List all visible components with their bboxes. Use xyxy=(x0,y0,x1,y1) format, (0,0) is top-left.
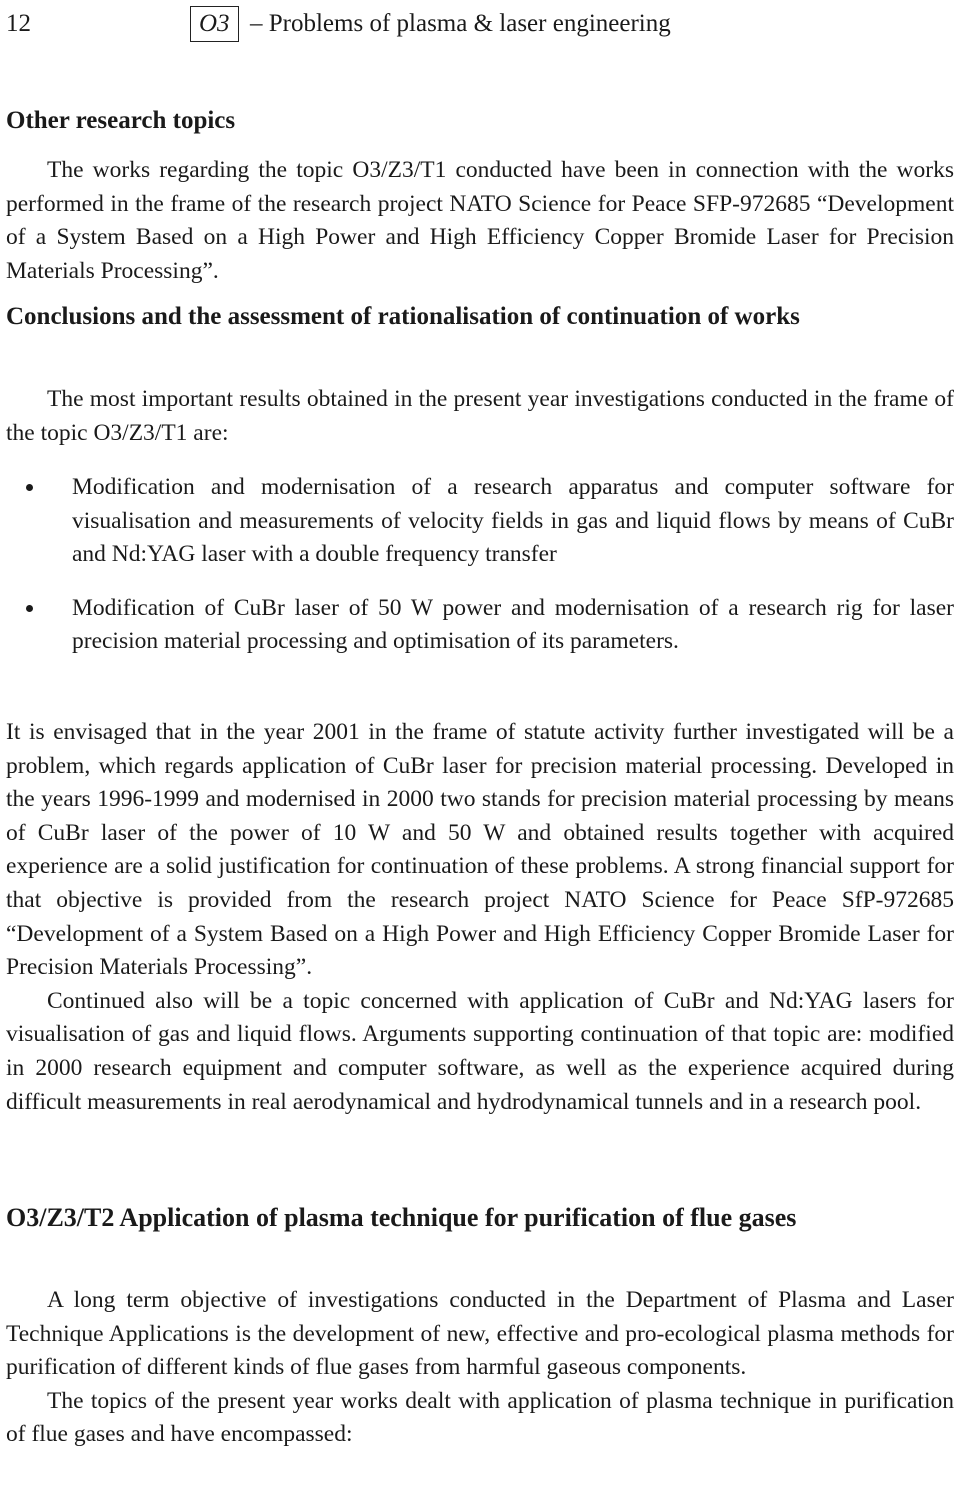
paragraph: The most important results obtained in the present year investigations conducted in the frame of the topic O3/Z3/T1 are: xyxy=(6,386,954,446)
section-heading: Other research topics xyxy=(6,107,236,134)
list-item xyxy=(6,592,954,659)
section-conclusions xyxy=(6,300,954,334)
bullet-icon xyxy=(26,605,33,612)
list-item-text: Modification of CuBr laser of 50 W power and modernisation of a research rig for laser precision material processing and optimisation of its parameters. xyxy=(72,594,954,655)
list-item xyxy=(6,471,954,572)
section-t2 xyxy=(6,1201,954,1235)
section-conclusions-body xyxy=(6,716,954,1119)
list-item-text: Modification and modernisation of a research apparatus and computer software for visualisation and measurements of velocity fields in gas and liquid flows by means of CuBr and Nd:YAG laser with a double frequency transfer xyxy=(72,474,954,568)
bullet-icon xyxy=(26,484,33,491)
section-heading: O3/Z3/T2 Application of plasma technique for purification of flue gases xyxy=(6,1203,797,1232)
chapter-tag-box: O3 xyxy=(190,6,239,42)
section-other-body xyxy=(6,154,954,288)
section-t2-body xyxy=(6,1284,954,1452)
results-list xyxy=(6,471,954,659)
running-header xyxy=(6,6,954,42)
page-number: 12 xyxy=(6,10,31,37)
section-other-research xyxy=(6,104,954,138)
paragraph: It is envisaged that in the year 2001 in the frame of statute activity further investigated will be a problem, which regards application of CuBr laser for precision material processing. Developed in the years 1996-1999 and modernised in 2000 two stands for precision material processing by means of CuBr laser of the power of 10 W and 50 W and obtained results together with acquired experience are a solid justification for continuation of these problems. A strong financial support for that objective is provided from the research project NATO Science for Peace SfP-972685 “Development of a System Based on a High Power and High Efficiency Copper Bromide Laser for Precision Materials Processing”. xyxy=(6,719,954,981)
bullet-list xyxy=(6,471,954,659)
paragraph: A long term objective of investigations conducted in the Department of Plasma and Laser Technique Applications is the development of new, effective and pro-ecological plasma methods for purification of different kinds of flue gases from harmful gaseous components. xyxy=(6,1287,954,1381)
paragraph: The topics of the present year works dealt with application of plasma technique in purification of flue gases and have encompassed: xyxy=(6,1387,954,1448)
paragraph: Continued also will be a topic concerned with application of CuBr and Nd:YAG lasers for visualisation of gas and liquid flows. Arguments supporting continuation of that topic are: modified in 2000 research equipment and computer software, as well as the experience acquired during difficult measurements in real aerodynamical and hydrodynamical tunnels and in a research pool. xyxy=(6,987,954,1115)
section-heading: Conclusions and the assessment of rationalisation of continuation of works xyxy=(6,303,800,330)
running-title: – Problems of plasma & laser engineering xyxy=(250,10,671,37)
section-conclusions-intro xyxy=(6,383,954,450)
paragraph: The works regarding the topic O3/Z3/T1 conducted have been in connection with the works performed in the frame of the research project NATO Science for Peace SFP-972685 “Development of a System Based on a High Power and High Efficiency Copper Bromide Laser for Precision Materials Processing”. xyxy=(6,157,954,284)
